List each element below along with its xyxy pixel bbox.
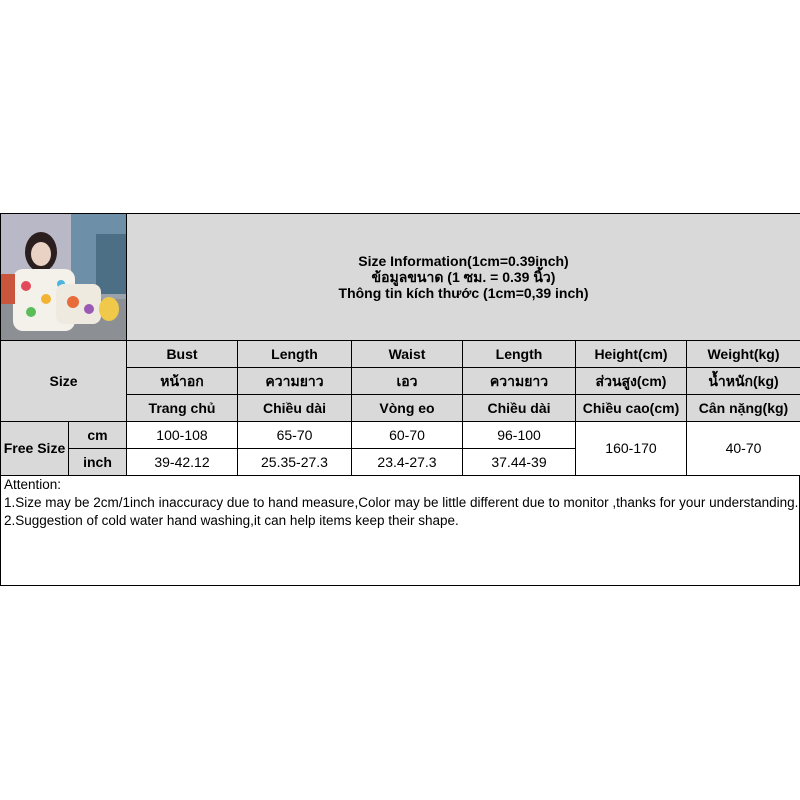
col-length2-th: ความยาว — [463, 368, 576, 395]
title-english: Size Information(1cm=0.39inch) — [358, 252, 569, 269]
col-waist-en: Waist — [352, 341, 463, 368]
product-photo-image — [1, 214, 127, 340]
col-bust-vi: Trang chủ — [127, 395, 238, 422]
attention-heading: Attention: — [4, 477, 62, 492]
product-photo — [1, 214, 127, 341]
attention-note-2: 2.Suggestion of cold water hand washing,it can help items keep their shape. — [4, 513, 459, 528]
free-size-label: Free Size — [1, 422, 69, 476]
height-value: 160-170 — [576, 422, 687, 476]
unit-inch: inch — [69, 449, 127, 476]
col-waist-th: เอว — [352, 368, 463, 395]
col-length-th: ความยาว — [238, 368, 352, 395]
col-weight-th: น้ำหนัก(kg) — [687, 368, 800, 395]
size-chart — [0, 213, 800, 586]
cm-length2: 96-100 — [463, 422, 576, 449]
size-information-title — [127, 214, 800, 341]
cm-waist: 60-70 — [352, 422, 463, 449]
cm-length: 65-70 — [238, 422, 352, 449]
unit-cm: cm — [69, 422, 127, 449]
attention-notes — [0, 476, 800, 586]
size-header: Size — [1, 341, 127, 422]
col-height-en: Height(cm) — [576, 341, 687, 368]
size-table — [0, 213, 800, 476]
inch-length2: 37.44-39 — [463, 449, 576, 476]
col-waist-vi: Vòng eo — [352, 395, 463, 422]
inch-waist: 23.4-27.3 — [352, 449, 463, 476]
cm-bust: 100-108 — [127, 422, 238, 449]
col-length-vi: Chiều dài — [238, 395, 352, 422]
col-length2-en: Length — [463, 341, 576, 368]
attention-note-1: 1.Size may be 2cm/1inch inaccuracy due to hand measure,Color may be little different due to monitor ,thanks for your understanding. — [4, 495, 799, 510]
col-height-vi: Chiều cao(cm) — [576, 395, 687, 422]
inch-length: 25.35-27.3 — [238, 449, 352, 476]
title-vietnamese: Thông tin kích thước (1cm=0,39 inch) — [338, 285, 589, 302]
col-length-en: Length — [238, 341, 352, 368]
col-bust-en: Bust — [127, 341, 238, 368]
col-weight-en: Weight(kg) — [687, 341, 800, 368]
col-bust-th: หน้าอก — [127, 368, 238, 395]
col-length2-vi: Chiều dài — [463, 395, 576, 422]
col-weight-vi: Cân nặng(kg) — [687, 395, 800, 422]
col-height-th: ส่วนสูง(cm) — [576, 368, 687, 395]
inch-bust: 39-42.12 — [127, 449, 238, 476]
title-thai: ข้อมูลขนาด (1 ซม. = 0.39 นิ้ว) — [371, 268, 556, 285]
weight-value: 40-70 — [687, 422, 800, 476]
